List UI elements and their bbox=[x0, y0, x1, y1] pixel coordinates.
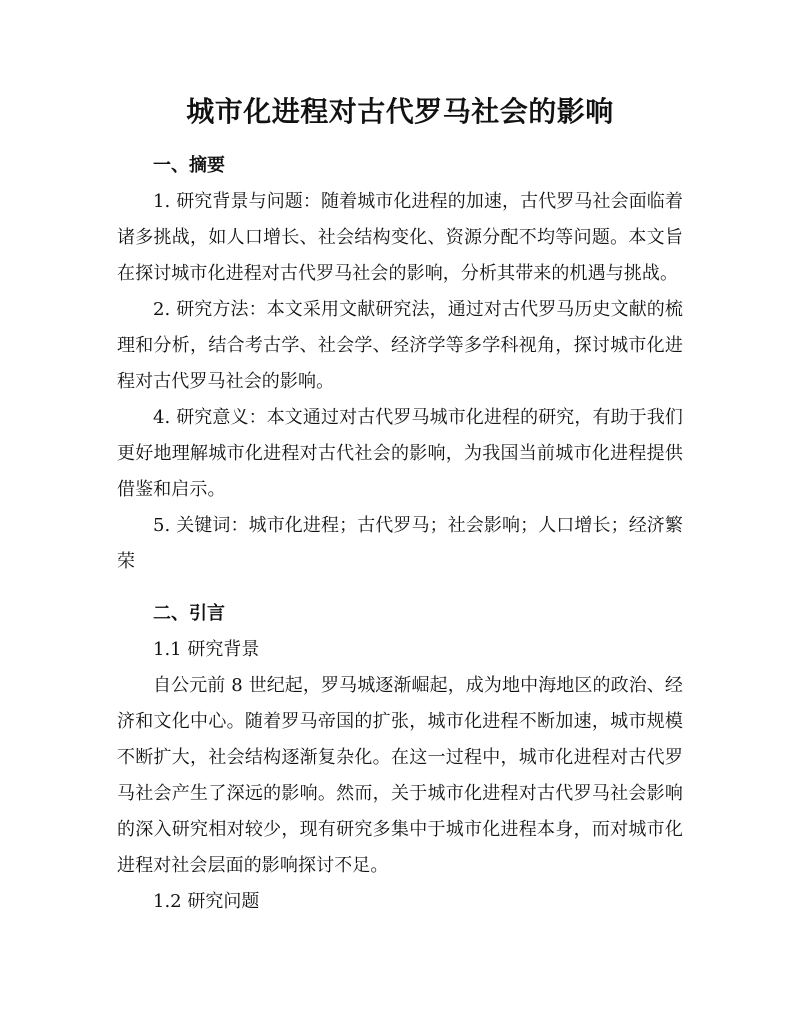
introduction-heading: 二、引言 bbox=[153, 603, 225, 624]
abstract-item-method: 2. 研究方法：本文采用文献研究法，通过对古代罗马历史文献的梳理和分析，结合考古学、社会学、经济学等多学科视角，探讨城市化进程对古代罗马社会的影响。 bbox=[117, 299, 683, 392]
research-background-heading: 1.1 研究背景 bbox=[153, 639, 260, 660]
abstract-item-significance: 4. 研究意义：本文通过对古代罗马城市化进程的研究，有助于我们更好地理解城市化进程对古代社会的影响，为我国当前城市化进程提供借鉴和启示。 bbox=[117, 407, 683, 500]
document-title: 城市化进程对古代罗马社会的影响 bbox=[186, 95, 614, 128]
research-question-heading: 1.2 研究问题 bbox=[153, 891, 260, 912]
abstract-item-keywords: 5. 关键词：城市化进程；古代罗马；社会影响；人口增长；经济繁荣 bbox=[117, 515, 683, 572]
abstract-item-background: 1. 研究背景与问题：随着城市化进程的加速，古代罗马社会面临着诸多挑战，如人口增长、社会结构变化、资源分配不均等问题。本文旨在探讨城市化进程对古代罗马社会的影响，分析其带来的机遇与挑战。 bbox=[117, 191, 683, 284]
abstract-heading: 一、摘要 bbox=[153, 155, 225, 176]
research-background-text: 自公元前 8 世纪起，罗马城逐渐崛起，成为地中海地区的政治、经济和文化中心。随着罗马帝国的扩张，城市化进程不断加速，城市规模不断扩大，社会结构逐渐复杂化。在这一过程中，城市化进程对古代罗马社会产生了深远的影响。然而，关于城市化进程对古代罗马社会影响的深入研究相对较少，现有研究多集中于城市化进程本身，而对城市化进程对社会层面的影响探讨不足。 bbox=[117, 675, 683, 876]
